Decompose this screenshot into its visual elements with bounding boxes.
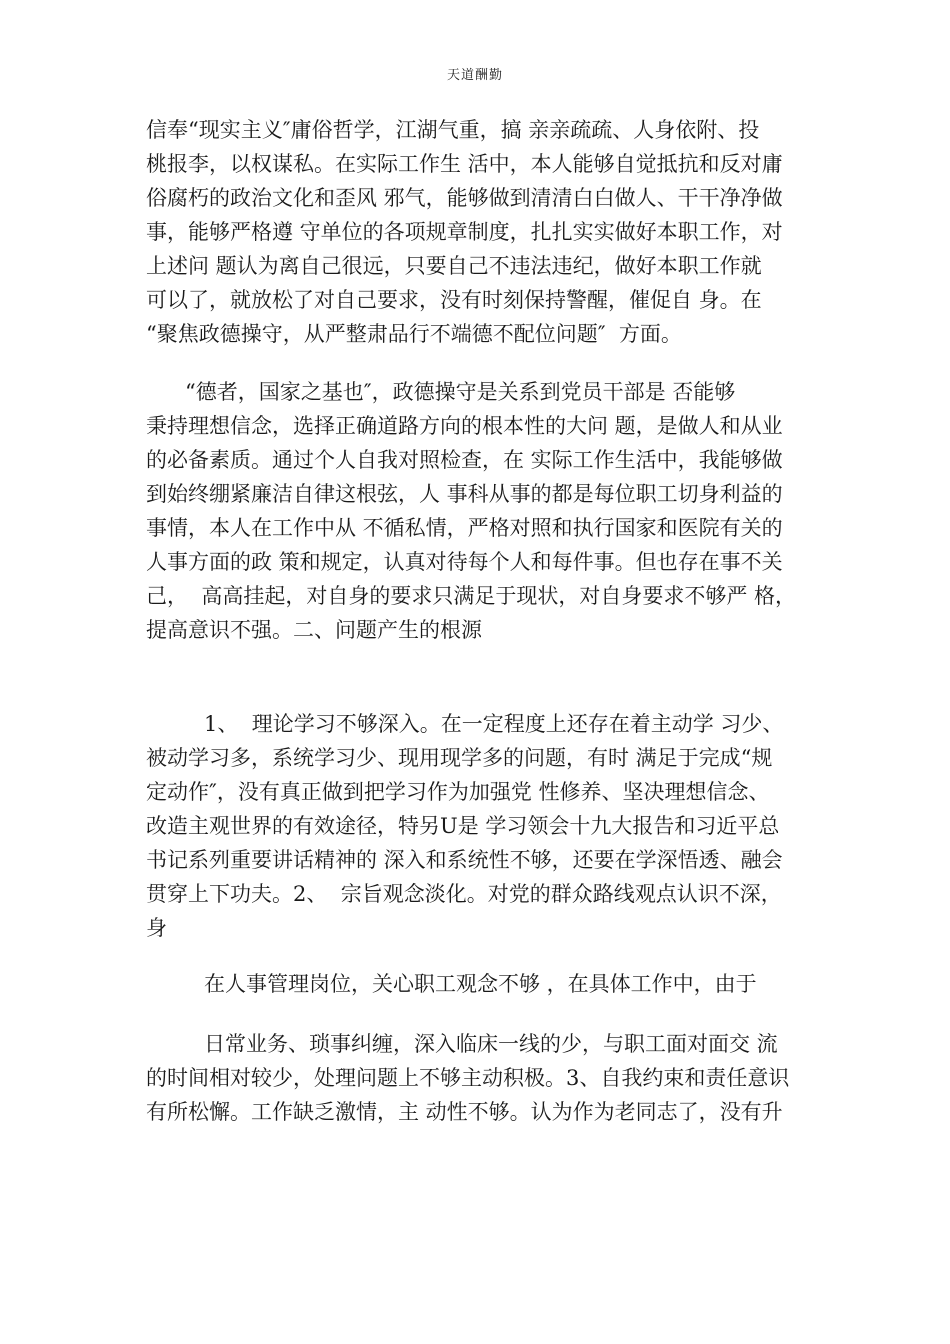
text-line: 上述问 题认为离自己很远，只要自己不违法违纪，做好本职工作就: [146, 254, 762, 278]
text-line: 俗腐朽的政治文化和歪风 邪气，能够做到清清白白做人、干干净净做: [146, 186, 783, 210]
text-line: 到始终绷紧廉洁自律这根弦，人 事科从事的都是每位职工切身利益的: [146, 482, 783, 506]
text-line: 1、 理论学习不够深入。在一定程度上还存在着主动学 习少、: [204, 712, 784, 736]
text-line: “聚焦政德操守，从严整肃品行不端德不配位问题″ 方面。: [146, 322, 682, 346]
text-line: 日常业务、琐事纠缠，深入临床一线的少，与职工面对面交 流: [204, 1032, 778, 1056]
text-line: 秉持理想信念，选择正确道路方向的根本性的大问 题，是做人和从业: [146, 414, 783, 438]
page-header: 天道酬勤: [446, 68, 503, 83]
text-line: 有所松懈。工作缺乏激情，主 动性不够。认为作为老同志了，没有升: [146, 1100, 783, 1124]
text-line: 定动作″，没有真正做到把学习作为加强党 性修养、坚决理想信念、: [146, 780, 770, 804]
text-line: 在人事管理岗位，关心职工观念不够 ，在具体工作中，由于: [204, 972, 757, 996]
text-line: 书记系列重要讲话精神的 深入和系统性不够，还要在学深悟透、融会: [146, 848, 783, 872]
text-line: 桃报李，以权谋私。在实际工作生 活中，本人能够自觉抵抗和反对庸: [146, 152, 783, 176]
text-line: 贯穿上下功夫。2、 宗旨观念淡化。对党的群众路线观点认识不深，: [146, 882, 782, 906]
text-line: 的时间相对较少，处理问题上不够主动积极。3、自我约束和责任意识: [146, 1066, 790, 1090]
text-line: 提高意识不强。二、问题产生的根源: [146, 618, 482, 642]
text-line: 的必备素质。通过个人自我对照检查，在 实际工作生活中，我能够做: [146, 448, 783, 472]
text-line: 被动学习多，系统学习少、现用现学多的问题，有时 满足于完成“规: [146, 746, 773, 770]
text-line: 己， 高高挂起，对自身的要求只满足于现状，对自身要求不够严 格，: [146, 584, 797, 608]
text-line: 改造主观世界的有效途径，特另U是 学习领会十九大报告和习近平总: [146, 814, 780, 838]
text-line: 事，能够严格遵 守单位的各项规章制度，扎扎实实做好本职工作，对: [146, 220, 783, 244]
text-line: “德者，国家之基也″，政德操守是关系到党员干部是 否能够: [185, 380, 736, 404]
text-line: 信奉“现实主义″庸俗哲学，江湖气重，搞 亲亲疏疏、人身依附、投: [146, 118, 760, 142]
text-line: 人事方面的政 策和规定，认真对待每个人和每件事。但也存在事不关: [146, 550, 783, 574]
text-line: 事情，本人在工作中从 不循私情，严格对照和执行国家和医院有关的: [146, 516, 783, 540]
text-line: 身: [146, 916, 167, 940]
text-line: 可以了，就放松了对自己要求，没有时刻保持警醒，催促自 身。在: [146, 288, 762, 312]
